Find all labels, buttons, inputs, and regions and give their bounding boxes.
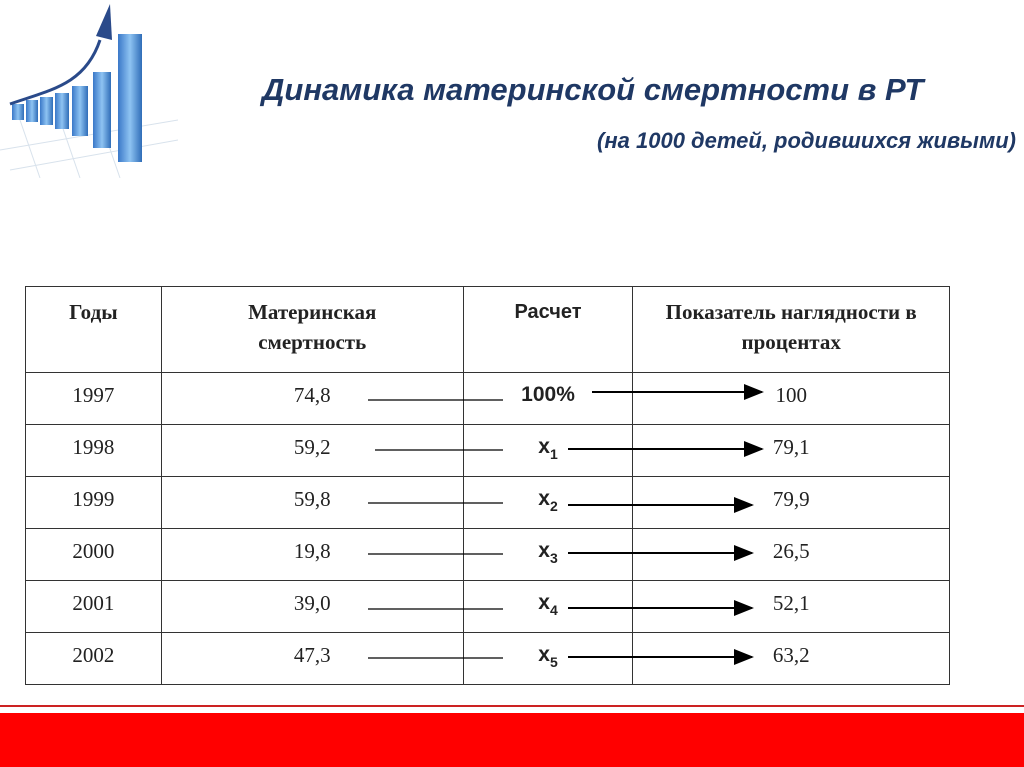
cell-year: 1997 [26, 373, 162, 425]
cell-percent: 63,2 [633, 633, 950, 685]
cell-percent: 100 [633, 373, 950, 425]
slide-subtitle: (на 1000 детей, родившихся живыми) [597, 128, 1016, 153]
table-row [26, 477, 950, 529]
calc-subscript: 3 [549, 550, 558, 566]
cell-percent: 52,1 [633, 581, 950, 633]
calc-variable: x [538, 435, 550, 458]
cell-year: 2001 [26, 581, 162, 633]
calc-variable: x [538, 591, 550, 614]
calc-variable: x [538, 487, 550, 510]
calc-subscript: 4 [549, 602, 558, 618]
table-row [26, 425, 950, 477]
mortality-table [25, 286, 950, 685]
table-row [26, 373, 950, 425]
cell-year: 1998 [26, 425, 162, 477]
header-percent: Показатель наглядности в процентах [633, 287, 950, 373]
cell-percent: 79,1 [633, 425, 950, 477]
header-mortality: Материнская смертность [161, 287, 463, 373]
table-header-row [26, 287, 950, 373]
cell-mortality: 39,0 [161, 581, 463, 633]
bar-chart-growth-icon [0, 0, 178, 178]
cell-percent: 26,5 [633, 529, 950, 581]
cell-mortality: 59,8 [161, 477, 463, 529]
cell-mortality: 59,2 [161, 425, 463, 477]
header-calc: Расчет [463, 287, 633, 373]
cell-calc [463, 633, 633, 685]
calc-subscript: 2 [549, 498, 558, 514]
cell-calc [463, 581, 633, 633]
cell-mortality: 47,3 [161, 633, 463, 685]
slide-title: Динамика материнской смертности в РТ [262, 72, 924, 107]
calc-variable: x [538, 539, 550, 562]
footer-bar [0, 713, 1024, 767]
calc-subscript: 1 [549, 446, 558, 462]
cell-mortality: 19,8 [161, 529, 463, 581]
table-row [26, 581, 950, 633]
calc-subscript: 5 [549, 654, 558, 670]
table-row [26, 633, 950, 685]
footer-divider [0, 705, 1024, 707]
cell-calc [463, 425, 633, 477]
cell-mortality: 74,8 [161, 373, 463, 425]
cell-calc [463, 373, 633, 425]
header-year: Годы [26, 287, 162, 373]
calc-value: 100% [521, 383, 575, 406]
cell-year: 2002 [26, 633, 162, 685]
cell-calc [463, 529, 633, 581]
cell-year: 2000 [26, 529, 162, 581]
cell-calc [463, 477, 633, 529]
cell-percent: 79,9 [633, 477, 950, 529]
cell-year: 1999 [26, 477, 162, 529]
calc-variable: x [538, 643, 550, 666]
table-row [26, 529, 950, 581]
